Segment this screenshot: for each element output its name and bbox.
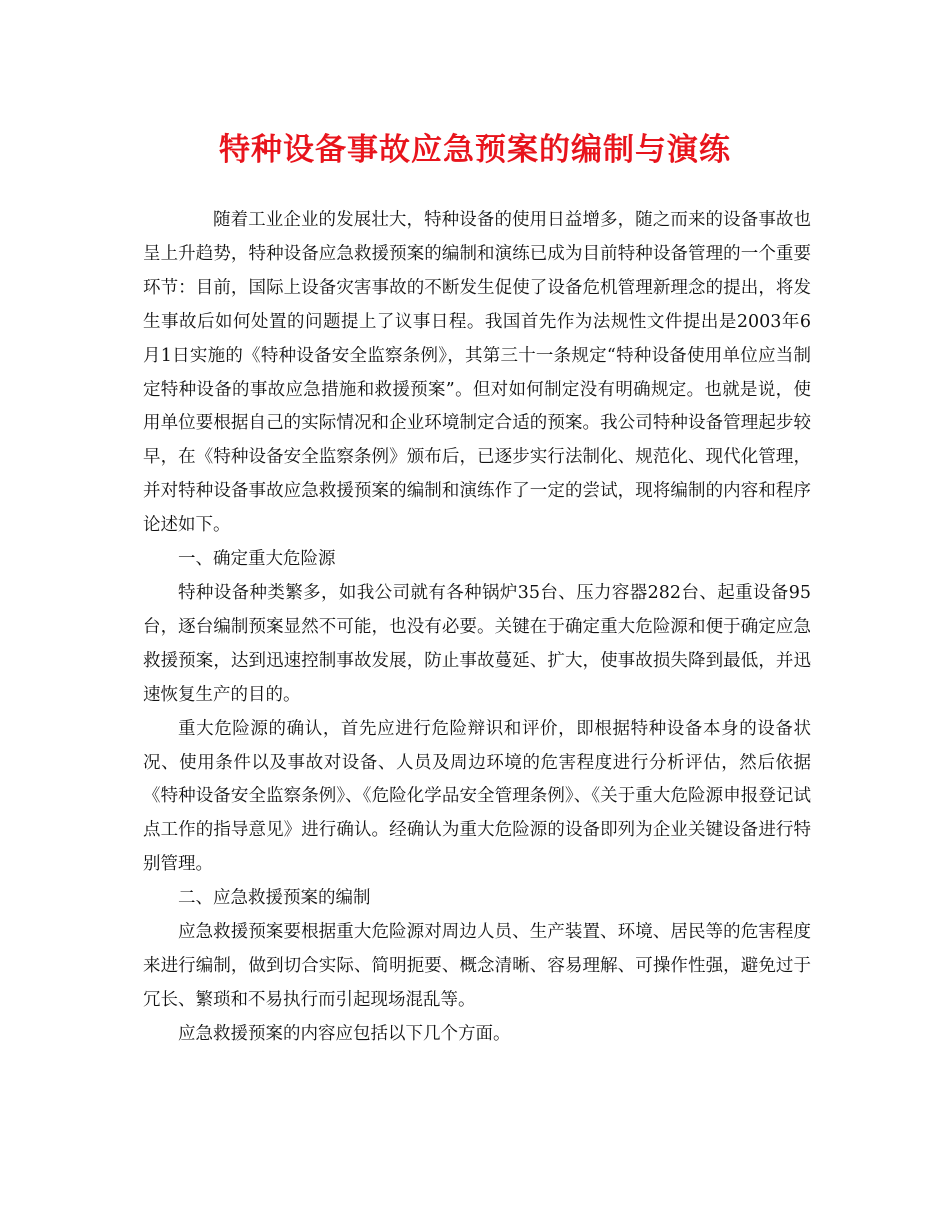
section-2-paragraph-1: 应急救援预案要根据重大危险源对周边人员、生产装置、环境、居民等的危害程度来进行编制，做到切合实际、简明扼要、概念清晰、容易理解、可操作性强，避免过于冗长、繁琐和不易执行而引起现场混乱等。	[143, 922, 811, 1010]
section-heading-2: 二、应急救援预案的编制	[178, 888, 371, 909]
section-2-paragraph-2: 应急救援预案的内容应包括以下几个方面。	[178, 1023, 511, 1044]
document-title: 特种设备事故应急预案的编制与演练	[219, 132, 731, 168]
section-1-paragraph-1: 特种设备种类繁多，如我公司就有各种锅炉35台、压力容器282台、起重设备95台，逐台编制预案显然不可能，也没有必要。关键在于确定重大危险源和便于确定应急救援预案，达到迅速控制事故发展，防止事故蔓延、扩大，使事故损失降到最低，并迅速恢复生产的目的。	[143, 582, 811, 705]
intro-paragraph: 随着工业企业的发展壮大，特种设备的使用日益增多，随之而来的设备事故也呈上升趋势，特种设备应急救援预案的编制和演练已成为目前特种设备管理的一个重要环节：目前，国际上设备灾害事故的不断发生促使了设备危机管理新理念的提出，将发生事故后如何处置的问题提上了议事日程。我国首先作为法规性文件提出是2003年6月1日实施的《特种设备安全监察条例》，其第三十一条规定“特种设备使用单位应当制定特种设备的事故应急措施和救援预案”。但对如何制定没有明确规定。也就是说，使用单位要根据自己的实际情况和企业环境制定合适的预案。我公司特种设备管理起步较早，在《特种设备安全监察条例》颁布后，已逐步实行法制化、规范化、现代化管理，并对特种设备事故应急救援预案的编制和演练作了一定的尝试，现将编制的内容和程序论述如下。	[143, 210, 811, 536]
section-heading-1: 一、确定重大危险源	[178, 549, 336, 570]
document-body	[143, 204, 811, 1052]
section-1-paragraph-2: 重大危险源的确认，首先应进行危险辩识和评价，即根据特种设备本身的设备状况、使用条件以及事故对设备、人员及周边环境的危害程度进行分析评估，然后依据《特种设备安全监察条例》、《危险化学品安全管理条例》、《关于重大危险源申报登记试点工作的指导意见》进行确认。经确认为重大危险源的设备即列为企业关键设备进行特别管理。	[143, 718, 811, 875]
